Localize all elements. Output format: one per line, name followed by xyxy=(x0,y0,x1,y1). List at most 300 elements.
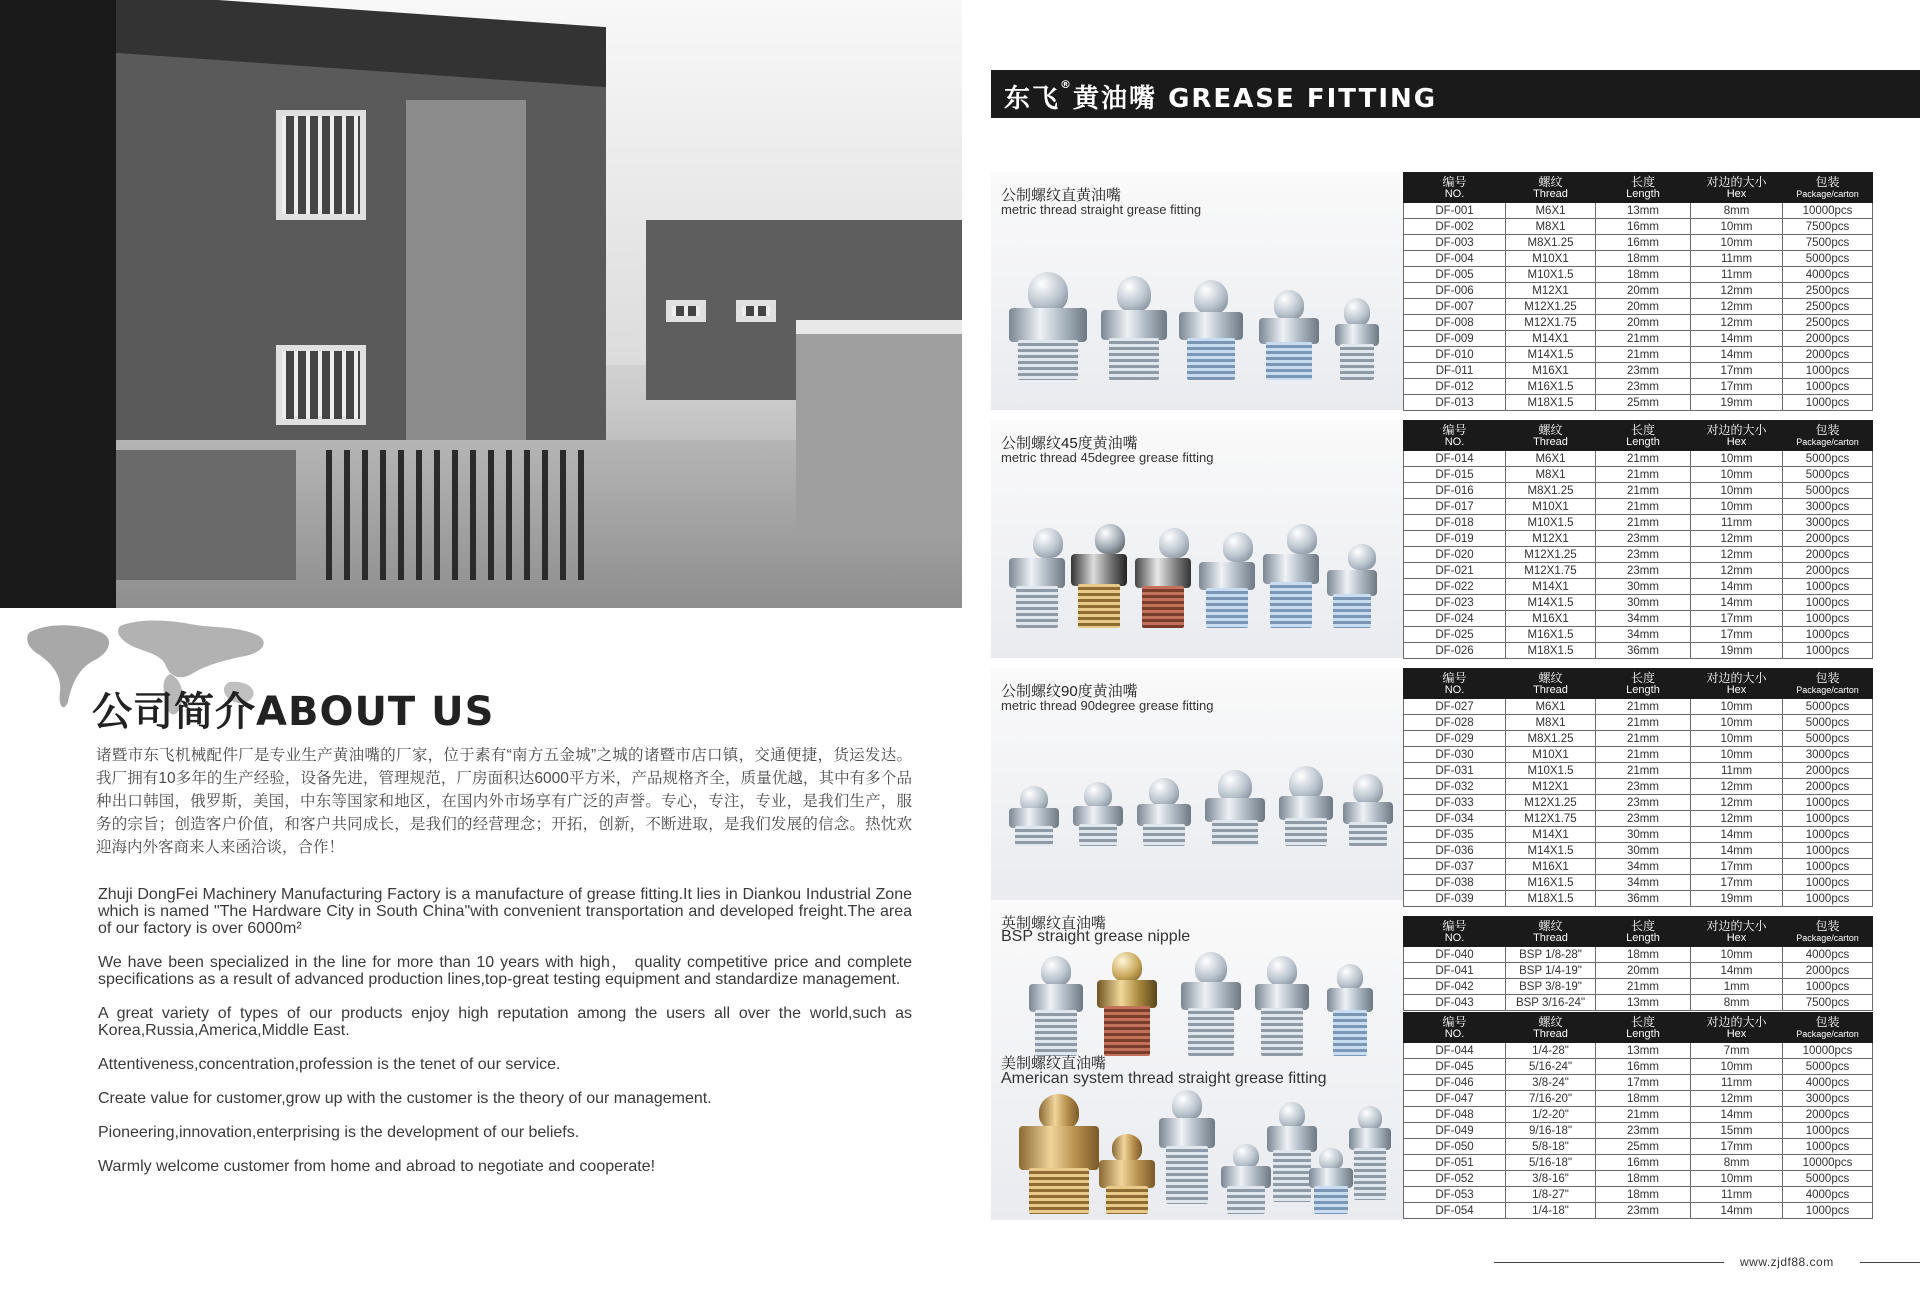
section-bsp-american xyxy=(991,900,1403,1220)
table-cell: 18mm xyxy=(1596,1171,1691,1187)
table-cell: DF-034 xyxy=(1404,811,1506,827)
spec-table-american xyxy=(1403,1012,1873,1219)
table-cell: 3/8-24" xyxy=(1506,1075,1596,1091)
table-cell: M18X1.5 xyxy=(1506,395,1596,411)
table-cell: M18X1.5 xyxy=(1506,643,1596,659)
col-hex: 对边的大小 Hex xyxy=(1691,669,1783,699)
table-cell: DF-015 xyxy=(1404,467,1506,483)
table-cell: DF-023 xyxy=(1404,595,1506,611)
table-cell: BSP 3/8-19" xyxy=(1506,979,1596,995)
footer-rule-right xyxy=(1860,1262,1920,1263)
table-cell: 12mm xyxy=(1691,795,1783,811)
table-cell: 21mm xyxy=(1596,979,1691,995)
table-cell: 17mm xyxy=(1691,1139,1783,1155)
table-cell: 2000pcs xyxy=(1783,331,1873,347)
table-cell: 7500pcs xyxy=(1783,219,1873,235)
table-cell: 3/8-16" xyxy=(1506,1171,1596,1187)
about-paragraph: Pioneering,innovation,enterprising is the development of our beliefs. xyxy=(98,1124,580,1141)
section-title-cn: 英制螺纹直油嘴 xyxy=(1001,915,1107,932)
table-cell: 17mm xyxy=(1691,611,1783,627)
table-cell: M12X1.25 xyxy=(1506,299,1596,315)
grease-fitting-image xyxy=(1071,524,1127,628)
table-cell: 17mm xyxy=(1691,627,1783,643)
table-cell: 4000pcs xyxy=(1783,1075,1873,1091)
table-cell: 4000pcs xyxy=(1783,267,1873,283)
table-cell: M12X1.25 xyxy=(1506,547,1596,563)
table-cell: DF-027 xyxy=(1404,699,1506,715)
table-cell: M16X1.5 xyxy=(1506,379,1596,395)
table-cell: DF-039 xyxy=(1404,891,1506,907)
table-row xyxy=(1404,1203,1873,1219)
table-cell: 10mm xyxy=(1691,467,1783,483)
table-row xyxy=(1404,1059,1873,1075)
table-cell: 21mm xyxy=(1596,747,1691,763)
table-cell: M6X1 xyxy=(1506,203,1596,219)
table-cell: DF-051 xyxy=(1404,1155,1506,1171)
footer-rule-left xyxy=(1494,1262,1724,1263)
table-header-row xyxy=(1404,917,1873,947)
table-cell: 14mm xyxy=(1691,595,1783,611)
table-cell: M10X1 xyxy=(1506,251,1596,267)
table-cell: DF-005 xyxy=(1404,267,1506,283)
table-cell: DF-009 xyxy=(1404,331,1506,347)
table-cell: 21mm xyxy=(1596,483,1691,499)
about-paragraph: A great variety of types of our products enjoy high reputation among the users all over the world,such as Korea,Russia,America,Middle East. xyxy=(98,1005,912,1039)
col-thread: 螺纹 Thread xyxy=(1506,421,1596,451)
table-row xyxy=(1404,1123,1873,1139)
table-cell: 8mm xyxy=(1691,203,1783,219)
table-cell: 20mm xyxy=(1596,299,1691,315)
col-length: 长度 Length xyxy=(1596,669,1691,699)
table-cell: M10X1 xyxy=(1506,747,1596,763)
table-cell: 2500pcs xyxy=(1783,283,1873,299)
table-cell: 1000pcs xyxy=(1783,891,1873,907)
col-no: 编号 NO. xyxy=(1404,173,1506,203)
about-title: 公司简介ABOUT US xyxy=(92,689,495,735)
table-row xyxy=(1404,747,1873,763)
table-cell: 17mm xyxy=(1596,1075,1691,1091)
table-cell: 10mm xyxy=(1691,731,1783,747)
grease-fitting-image xyxy=(1259,290,1319,380)
table-cell: 16mm xyxy=(1596,235,1691,251)
photo-window xyxy=(276,345,366,425)
table-cell: 23mm xyxy=(1596,547,1691,563)
table-cell: DF-011 xyxy=(1404,363,1506,379)
table-cell: 12mm xyxy=(1691,547,1783,563)
col-length: 长度 Length xyxy=(1596,917,1691,947)
table-cell: 14mm xyxy=(1691,347,1783,363)
col-no: 编号 NO. xyxy=(1404,421,1506,451)
table-cell: DF-032 xyxy=(1404,779,1506,795)
table-cell: 1000pcs xyxy=(1783,643,1873,659)
table-cell: 1/4-28" xyxy=(1506,1043,1596,1059)
table-cell: M10X1 xyxy=(1506,499,1596,515)
table-cell: 9/16-18" xyxy=(1506,1123,1596,1139)
table-cell: 25mm xyxy=(1596,1139,1691,1155)
table-header-row xyxy=(1404,669,1873,699)
table-row xyxy=(1404,499,1873,515)
section-title-en: American system thread straight grease fitting xyxy=(1001,1070,1327,1087)
table-cell: 34mm xyxy=(1596,875,1691,891)
table-row xyxy=(1404,203,1873,219)
table-row xyxy=(1404,947,1873,963)
table-cell: 10mm xyxy=(1691,947,1783,963)
table-row xyxy=(1404,467,1873,483)
table-cell: 1000pcs xyxy=(1783,1203,1873,1219)
grease-fitting-image xyxy=(1019,1094,1099,1214)
table-cell: 18mm xyxy=(1596,1091,1691,1107)
table-cell: 21mm xyxy=(1596,347,1691,363)
table-row xyxy=(1404,795,1873,811)
table-cell: DF-037 xyxy=(1404,859,1506,875)
table-row xyxy=(1404,827,1873,843)
table-cell: M16X1 xyxy=(1506,611,1596,627)
col-package: 包装 Package/carton xyxy=(1783,1013,1873,1043)
grease-fitting-image xyxy=(1349,1106,1391,1200)
table-cell: 5000pcs xyxy=(1783,1171,1873,1187)
table-cell: 12mm xyxy=(1691,563,1783,579)
col-thread: 螺纹 Thread xyxy=(1506,669,1596,699)
table-cell: 1000pcs xyxy=(1783,859,1873,875)
grease-fitting-image xyxy=(1099,1134,1155,1214)
table-cell: M14X1.5 xyxy=(1506,843,1596,859)
table-cell: DF-053 xyxy=(1404,1187,1506,1203)
table-cell: 1000pcs xyxy=(1783,611,1873,627)
table-cell: M8X1.25 xyxy=(1506,483,1596,499)
table-row xyxy=(1404,395,1873,411)
table-cell: M14X1 xyxy=(1506,579,1596,595)
grease-fitting-image xyxy=(1343,774,1393,846)
grease-fitting-image xyxy=(1279,766,1333,846)
table-body xyxy=(1404,451,1873,659)
grease-fitting-image xyxy=(1029,956,1083,1056)
section-metric-straight xyxy=(991,172,1403,410)
table-cell: DF-024 xyxy=(1404,611,1506,627)
grease-fitting-image xyxy=(1137,778,1191,846)
about-paragraph: We have been specialized in the line for more than 10 years with high， quality competitive price and complete specifications as a result of advanced production lines,top-great testing equipment and standardize management. xyxy=(98,954,912,988)
table-cell: 1/2-20" xyxy=(1506,1107,1596,1123)
table-cell: 34mm xyxy=(1596,611,1691,627)
table-cell: 12mm xyxy=(1691,779,1783,795)
col-package: 包装 Package/carton xyxy=(1783,917,1873,947)
table-cell: 12mm xyxy=(1691,531,1783,547)
table-cell: 2000pcs xyxy=(1783,547,1873,563)
table-cell: M12X1.75 xyxy=(1506,563,1596,579)
table-cell: 34mm xyxy=(1596,859,1691,875)
table-cell: 4000pcs xyxy=(1783,947,1873,963)
table-cell: 1mm xyxy=(1691,979,1783,995)
photo-window xyxy=(736,300,776,322)
table-cell: 17mm xyxy=(1691,875,1783,891)
table-cell: M8X1.25 xyxy=(1506,235,1596,251)
table-cell: 1000pcs xyxy=(1783,1123,1873,1139)
section-metric-90 xyxy=(991,668,1403,906)
table-cell: DF-054 xyxy=(1404,1203,1506,1219)
table-row xyxy=(1404,1155,1873,1171)
table-row xyxy=(1404,859,1873,875)
grease-fitting-image xyxy=(1159,1090,1215,1204)
spec-table-metric-45 xyxy=(1403,420,1873,659)
table-cell: M18X1.5 xyxy=(1506,891,1596,907)
table-cell: DF-022 xyxy=(1404,579,1506,595)
table-row xyxy=(1404,515,1873,531)
table-cell: DF-050 xyxy=(1404,1139,1506,1155)
table-row xyxy=(1404,315,1873,331)
brand-name: 东飞 xyxy=(1004,84,1061,114)
col-package: 包装 Package/carton xyxy=(1783,421,1873,451)
table-row xyxy=(1404,1107,1873,1123)
table-cell: M8X1.25 xyxy=(1506,731,1596,747)
table-cell: M14X1.5 xyxy=(1506,347,1596,363)
table-row xyxy=(1404,979,1873,995)
table-cell: 36mm xyxy=(1596,891,1691,907)
table-cell: 13mm xyxy=(1596,1043,1691,1059)
product-photo-american xyxy=(1009,1094,1393,1214)
table-cell: DF-030 xyxy=(1404,747,1506,763)
table-cell: 21mm xyxy=(1596,467,1691,483)
table-cell: 14mm xyxy=(1691,579,1783,595)
table-cell: 20mm xyxy=(1596,963,1691,979)
table-cell: DF-016 xyxy=(1404,483,1506,499)
col-thread: 螺纹 Thread xyxy=(1506,917,1596,947)
table-cell: 2500pcs xyxy=(1783,315,1873,331)
table-cell: DF-031 xyxy=(1404,763,1506,779)
table-cell: 13mm xyxy=(1596,995,1691,1011)
table-body xyxy=(1404,203,1873,411)
table-cell: 23mm xyxy=(1596,779,1691,795)
table-cell: DF-038 xyxy=(1404,875,1506,891)
grease-fitting-image xyxy=(1097,952,1157,1056)
table-cell: 5000pcs xyxy=(1783,483,1873,499)
grease-fitting-image xyxy=(1263,524,1319,628)
table-cell: 1000pcs xyxy=(1783,827,1873,843)
table-cell: 10000pcs xyxy=(1783,203,1873,219)
col-hex: 对边的大小 Hex xyxy=(1691,917,1783,947)
table-cell: 7mm xyxy=(1691,1043,1783,1059)
product-photo-90deg xyxy=(1009,766,1393,846)
table-cell: 10mm xyxy=(1691,235,1783,251)
table-cell: M12X1.75 xyxy=(1506,811,1596,827)
table-cell: M8X1 xyxy=(1506,467,1596,483)
table-cell: 12mm xyxy=(1691,1091,1783,1107)
table-cell: DF-043 xyxy=(1404,995,1506,1011)
about-paragraph: Attentiveness,concentration,profession is the tenet of our service. xyxy=(98,1056,561,1073)
table-cell: 12mm xyxy=(1691,299,1783,315)
table-cell: 23mm xyxy=(1596,1123,1691,1139)
table-cell: 36mm xyxy=(1596,643,1691,659)
photo-window xyxy=(666,300,706,322)
table-row xyxy=(1404,715,1873,731)
table-cell: 1000pcs xyxy=(1783,875,1873,891)
table-row xyxy=(1404,995,1873,1011)
grease-fitting-image xyxy=(1101,276,1167,380)
table-row xyxy=(1404,579,1873,595)
table-cell: DF-049 xyxy=(1404,1123,1506,1139)
photo-window xyxy=(276,110,366,220)
table-cell: 5/8-18" xyxy=(1506,1139,1596,1155)
table-row xyxy=(1404,643,1873,659)
table-cell: M6X1 xyxy=(1506,699,1596,715)
table-cell: 5000pcs xyxy=(1783,1059,1873,1075)
table-cell: DF-026 xyxy=(1404,643,1506,659)
table-row xyxy=(1404,1187,1873,1203)
table-row xyxy=(1404,483,1873,499)
table-cell: M10X1.5 xyxy=(1506,763,1596,779)
table-cell: 23mm xyxy=(1596,531,1691,547)
grease-fitting-image xyxy=(1205,770,1265,846)
photo-sign xyxy=(116,450,296,580)
spec-table-bsp xyxy=(1403,916,1873,1011)
grease-fitting-image xyxy=(1181,952,1241,1056)
table-cell: 11mm xyxy=(1691,1075,1783,1091)
table-row xyxy=(1404,875,1873,891)
photo-gate xyxy=(326,450,586,580)
table-cell: 30mm xyxy=(1596,579,1691,595)
about-chinese-text: 诸暨市东飞机械配件厂是专业生产黄油嘴的厂家，位于素有“南方五金城”之城的诸暨市店口镇，交通便捷，货运发达。我厂拥有10多年的生产经验，设备先进，管理规范，厂房面积达6000平方米，产品规格齐全，质量优越，其中有多个品种出口韩国，俄罗斯，美国，中东等国家和地区，在国内外市场享有广泛的声誉。专心，专注，专业，是我们生产，服务的宗旨；创造客户价值，和客户共同成长，是我们的经营理念；开拓，创新，不断进取，是我们发展的信念。热忱欢迎海内外客商来人来函洽谈，合作！ xyxy=(96,747,912,856)
table-cell: 2000pcs xyxy=(1783,347,1873,363)
table-row xyxy=(1404,451,1873,467)
table-cell: 10000pcs xyxy=(1783,1155,1873,1171)
table-cell: M12X1.25 xyxy=(1506,795,1596,811)
section-title-cn: 公制螺纹90度黄油嘴 xyxy=(1001,683,1138,700)
spec-table-metric-90 xyxy=(1403,668,1873,907)
table-row xyxy=(1404,1075,1873,1091)
about-paragraph: Warmly welcome customer from home and abroad to negotiate and cooperate! xyxy=(98,1158,656,1175)
grease-fitting-image xyxy=(1327,964,1373,1056)
table-cell: 17mm xyxy=(1691,379,1783,395)
table-cell: 8mm xyxy=(1691,1155,1783,1171)
table-cell: 2000pcs xyxy=(1783,963,1873,979)
table-row xyxy=(1404,779,1873,795)
table-cell: 12mm xyxy=(1691,315,1783,331)
col-no: 编号 NO. xyxy=(1404,917,1506,947)
table-cell: 7500pcs xyxy=(1783,995,1873,1011)
grease-fitting-image xyxy=(1199,532,1255,628)
grease-fitting-image xyxy=(1009,528,1065,628)
photo-gatehouse xyxy=(796,320,962,540)
table-cell: 2000pcs xyxy=(1783,531,1873,547)
table-cell: BSP 1/4-19" xyxy=(1506,963,1596,979)
table-row xyxy=(1404,563,1873,579)
table-cell: 10mm xyxy=(1691,715,1783,731)
table-row xyxy=(1404,1171,1873,1187)
table-cell: DF-025 xyxy=(1404,627,1506,643)
col-length: 长度 Length xyxy=(1596,173,1691,203)
table-cell: 7/16-20" xyxy=(1506,1091,1596,1107)
grease-fitting-image xyxy=(1179,280,1243,380)
table-cell: DF-002 xyxy=(1404,219,1506,235)
table-cell: DF-033 xyxy=(1404,795,1506,811)
table-row xyxy=(1404,363,1873,379)
table-cell: 18mm xyxy=(1596,251,1691,267)
table-cell: DF-017 xyxy=(1404,499,1506,515)
table-cell: 12mm xyxy=(1691,283,1783,299)
table-cell: 18mm xyxy=(1596,1187,1691,1203)
table-cell: 14mm xyxy=(1691,843,1783,859)
table-row xyxy=(1404,1091,1873,1107)
table-cell: 5000pcs xyxy=(1783,467,1873,483)
table-cell: DF-042 xyxy=(1404,979,1506,995)
table-cell: M16X1 xyxy=(1506,859,1596,875)
about-paragraph: Create value for customer,grow up with the customer is the theory of our management. xyxy=(98,1090,712,1107)
table-cell: M10X1.5 xyxy=(1506,515,1596,531)
product-photo-bsp xyxy=(1009,952,1393,1056)
product-photo-45deg xyxy=(1009,518,1393,628)
grease-fitting-image xyxy=(1255,956,1309,1056)
table-row xyxy=(1404,347,1873,363)
table-row xyxy=(1404,299,1873,315)
section-metric-45 xyxy=(991,420,1403,658)
table-cell: DF-052 xyxy=(1404,1171,1506,1187)
table-cell: M6X1 xyxy=(1506,451,1596,467)
table-cell: 5000pcs xyxy=(1783,451,1873,467)
table-cell: M16X1.5 xyxy=(1506,875,1596,891)
about-english-text xyxy=(98,886,912,1192)
grease-fitting-image xyxy=(1009,272,1087,380)
section-title-cn: 公制螺纹直黄油嘴 xyxy=(1001,187,1122,204)
table-cell: DF-020 xyxy=(1404,547,1506,563)
table-cell: DF-048 xyxy=(1404,1107,1506,1123)
table-row xyxy=(1404,843,1873,859)
table-cell: DF-013 xyxy=(1404,395,1506,411)
table-cell: DF-018 xyxy=(1404,515,1506,531)
col-package: 包装 Package/carton xyxy=(1783,173,1873,203)
table-row xyxy=(1404,251,1873,267)
table-cell: M16X1 xyxy=(1506,363,1596,379)
table-row xyxy=(1404,283,1873,299)
table-cell: 5/16-18" xyxy=(1506,1155,1596,1171)
table-cell: 18mm xyxy=(1596,267,1691,283)
table-cell: M8X1 xyxy=(1506,715,1596,731)
table-row xyxy=(1404,267,1873,283)
table-row xyxy=(1404,963,1873,979)
footer-website-url: www.zjdf88.com xyxy=(1740,1255,1834,1269)
left-black-bar xyxy=(0,0,116,608)
table-cell: BSP 1/8-28" xyxy=(1506,947,1596,963)
table-cell: M10X1.5 xyxy=(1506,267,1596,283)
table-row xyxy=(1404,531,1873,547)
table-cell: 1000pcs xyxy=(1783,811,1873,827)
table-cell: 3000pcs xyxy=(1783,747,1873,763)
table-row xyxy=(1404,595,1873,611)
col-hex: 对边的大小 Hex xyxy=(1691,421,1783,451)
table-row xyxy=(1404,627,1873,643)
table-row xyxy=(1404,731,1873,747)
table-cell: 11mm xyxy=(1691,267,1783,283)
table-cell: 19mm xyxy=(1691,643,1783,659)
table-cell: 10mm xyxy=(1691,1059,1783,1075)
table-cell: 15mm xyxy=(1691,1123,1783,1139)
table-cell: DF-036 xyxy=(1404,843,1506,859)
table-cell: 30mm xyxy=(1596,595,1691,611)
table-cell: DF-029 xyxy=(1404,731,1506,747)
table-cell: 13mm xyxy=(1596,203,1691,219)
grease-fitting-image xyxy=(1327,544,1377,628)
table-header-row xyxy=(1404,1013,1873,1043)
table-cell: M12X1 xyxy=(1506,283,1596,299)
table-cell: 23mm xyxy=(1596,811,1691,827)
table-cell: 21mm xyxy=(1596,763,1691,779)
table-row xyxy=(1404,1043,1873,1059)
table-cell: 21mm xyxy=(1596,715,1691,731)
table-cell: 25mm xyxy=(1596,395,1691,411)
table-cell: 3000pcs xyxy=(1783,1091,1873,1107)
table-cell: 11mm xyxy=(1691,251,1783,267)
table-row xyxy=(1404,219,1873,235)
table-cell: 5000pcs xyxy=(1783,731,1873,747)
table-cell: 2000pcs xyxy=(1783,763,1873,779)
table-header-row xyxy=(1404,173,1873,203)
